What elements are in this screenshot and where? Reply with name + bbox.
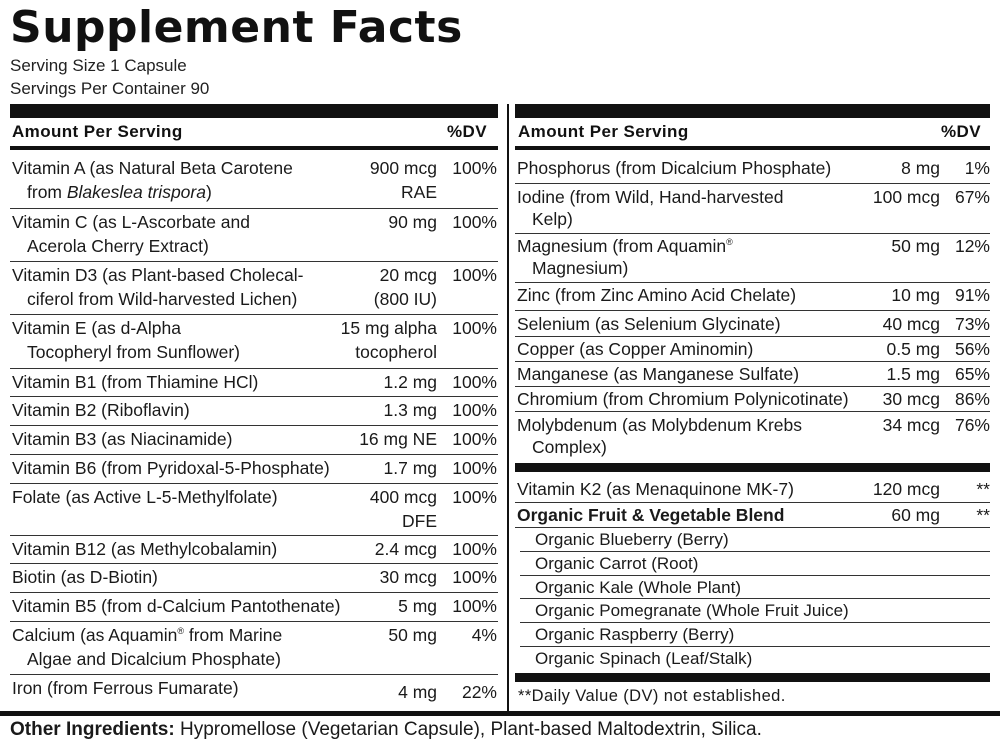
nutrient-name: Vitamin B3 (as Niacinamide) — [12, 429, 233, 449]
nutrient-dv: 56% — [954, 339, 990, 359]
nutrient-name: Vitamin B12 (as Methylcobalamin) — [12, 539, 278, 559]
row-rule — [515, 411, 990, 412]
nutrient-name: Manganese (as Manganese Sulfate) — [517, 364, 800, 384]
nutrient-amount: 1.7 mg — [383, 458, 437, 478]
header-rule-right — [515, 146, 990, 150]
nutrient-dv: 100% — [452, 265, 497, 285]
nutrient-name: Vitamin C (as L-Ascorbate and — [12, 212, 250, 232]
nutrient-amount: 1.2 mg — [383, 372, 437, 392]
row-rule — [515, 361, 990, 362]
nutrient-amount: 4 mg — [398, 682, 437, 702]
header-bar-left — [10, 104, 498, 118]
nutrient-dv: 100% — [452, 458, 497, 478]
nutrient-amount: 30 mcg — [379, 567, 437, 587]
other-ingredients-text: Hypromellose (Vegetarian Capsule), Plant-based Maltodextrin, Silica. — [174, 719, 762, 740]
row-rule — [10, 368, 498, 369]
nutrient-name: Magnesium) — [532, 258, 629, 278]
dv-header-left: %DV — [447, 122, 487, 141]
nutrient-dv: 100% — [452, 158, 497, 178]
nutrient-amount-unit: tocopherol — [355, 342, 437, 362]
nutrient-amount: 0.5 mg — [886, 339, 940, 359]
nutrient-dv: 86% — [954, 389, 990, 409]
nutrient-amount: 90 mg — [388, 212, 437, 232]
nutrient-amount: 1.5 mg — [886, 364, 940, 384]
nutrient-name: Vitamin A (as Natural Beta Carotene — [12, 158, 293, 178]
nutrient-amount: 8 mg — [901, 158, 940, 178]
amount-header-left: Amount Per Serving — [12, 122, 183, 141]
nutrient-name: Kelp) — [532, 209, 573, 229]
nutrient-name: Iodine (from Wild, Hand-harvested — [517, 187, 784, 207]
bottom-bar — [0, 711, 1000, 716]
nutrient-amount: 100 mcg — [872, 187, 940, 207]
row-rule — [515, 386, 990, 387]
row-rule — [10, 483, 498, 484]
nutrient-dv: 73% — [954, 314, 990, 334]
dv-header-right: %DV — [941, 122, 981, 141]
row-rule — [10, 314, 498, 315]
blend-name: Organic Fruit & Vegetable Blend — [517, 505, 785, 525]
nutrient-amount: 10 mg — [891, 285, 940, 305]
blend-item: Organic Carrot (Root) — [535, 554, 699, 573]
nutrient-name: Tocopheryl from Sunflower) — [27, 342, 240, 362]
nutrient-name: Vitamin E (as d-Alpha — [12, 318, 181, 338]
row-rule — [10, 621, 498, 622]
nutrient-amount-unit: DFE — [402, 511, 437, 531]
nutrient-name-part: from — [27, 182, 67, 202]
row-rule — [515, 310, 990, 311]
nutrient-name-part: Magnesium (from Aquamin — [517, 236, 727, 256]
blend-item: Organic Kale (Whole Plant) — [535, 578, 741, 597]
nutrient-name: Vitamin B2 (Riboflavin) — [12, 400, 190, 420]
nutrient-dv: 100% — [452, 429, 497, 449]
nutrient-amount: 40 mcg — [882, 314, 940, 334]
blend-item: Organic Blueberry (Berry) — [535, 530, 729, 549]
nutrient-name: Vitamin K2 (as Menaquinone MK-7) — [517, 479, 794, 499]
servings-per-container: Servings Per Container 90 — [10, 79, 210, 98]
nutrient-amount: 5 mg — [398, 596, 437, 616]
row-rule — [10, 261, 498, 262]
nutrient-dv: 67% — [954, 187, 990, 207]
nutrient-dv: 100% — [452, 400, 497, 420]
nutrient-name: Acerola Cherry Extract) — [27, 236, 209, 256]
nutrient-name: Zinc (from Zinc Amino Acid Chelate) — [517, 285, 797, 305]
row-rule — [10, 425, 498, 426]
nutrient-dv: 22% — [461, 682, 497, 702]
nutrient-name-part: from Marine — [184, 625, 283, 645]
row-rule — [515, 282, 990, 283]
nutrient-dv: ** — [976, 479, 990, 499]
nutrient-dv: 100% — [452, 596, 497, 616]
row-rule — [515, 336, 990, 337]
nutrient-amount: 1.3 mg — [383, 400, 437, 420]
nutrient-name: Iron (from Ferrous Fumarate) — [12, 678, 239, 698]
nutrient-amount: 50 mg — [388, 625, 437, 645]
nutrient-name: Vitamin B1 (from Thiamine HCl) — [12, 372, 259, 392]
nutrient-dv: 4% — [471, 625, 497, 645]
nutrient-name: Copper (as Copper Aminomin) — [517, 339, 754, 359]
row-rule — [10, 208, 498, 209]
blend-item: Organic Raspberry (Berry) — [535, 625, 735, 644]
nutrient-amount: 120 mcg — [872, 479, 940, 499]
section-bar — [515, 463, 990, 472]
nutrient-dv: 100% — [452, 372, 497, 392]
nutrient-amount: 34 mcg — [882, 415, 940, 435]
nutrient-amount: 16 mg NE — [359, 429, 437, 449]
footnote-bar — [515, 673, 990, 682]
nutrient-dv: 76% — [954, 415, 990, 435]
dv-footnote: **Daily Value (DV) not established. — [518, 687, 786, 705]
nutrient-amount-unit: RAE — [401, 182, 437, 202]
row-rule — [515, 233, 990, 234]
page-title: Supplement Facts — [10, 2, 463, 53]
registered-mark: ® — [177, 626, 184, 637]
nutrient-name: Vitamin D3 (as Plant-based Cholecal- — [12, 265, 304, 285]
other-ingredients — [10, 719, 762, 741]
nutrient-name: ciferol from Wild-harvested Lichen) — [27, 289, 298, 309]
nutrient-name — [517, 235, 733, 258]
row-rule — [515, 183, 990, 184]
nutrient-amount: 900 mcg — [369, 158, 437, 178]
nutrient-name: Folate (as Active L-5-Methylfolate) — [12, 487, 278, 507]
nutrient-amount: 2.4 mcg — [374, 539, 437, 559]
row-rule — [515, 502, 990, 503]
amount-header-right: Amount Per Serving — [518, 122, 689, 141]
nutrient-dv: 100% — [452, 318, 497, 338]
row-rule — [10, 396, 498, 397]
nutrient-dv: 100% — [452, 487, 497, 507]
serving-size: Serving Size 1 Capsule — [10, 56, 187, 75]
column-divider — [507, 104, 509, 715]
nutrient-amount: 30 mcg — [882, 389, 940, 409]
nutrient-dv: 100% — [452, 539, 497, 559]
nutrient-source-italic: Blakeslea trispora — [66, 182, 206, 202]
nutrient-amount: 400 mcg — [369, 487, 437, 507]
nutrient-dv: 12% — [954, 236, 990, 256]
row-rule — [10, 674, 498, 675]
nutrient-dv: 1% — [964, 158, 990, 178]
nutrient-dv: 100% — [452, 212, 497, 232]
nutrient-name: Chromium (from Chromium Polynicotinate) — [517, 389, 849, 409]
row-rule — [10, 454, 498, 455]
nutrient-name: Algae and Dicalcium Phosphate) — [27, 649, 281, 669]
nutrient-name: Selenium (as Selenium Glycinate) — [517, 314, 781, 334]
nutrient-amount-unit: (800 IU) — [373, 289, 437, 309]
row-rule — [10, 592, 498, 593]
nutrient-name — [12, 624, 282, 647]
nutrient-name: Complex) — [532, 437, 607, 457]
nutrient-dv: 100% — [452, 567, 497, 587]
header-bar-right — [515, 104, 990, 118]
nutrient-dv: 65% — [954, 364, 990, 384]
row-rule — [10, 535, 498, 536]
blend-dv: ** — [976, 505, 990, 525]
nutrient-name: Vitamin B5 (from d-Calcium Pantothenate) — [12, 596, 341, 616]
nutrient-dv: 91% — [954, 285, 990, 305]
nutrient-name: Molybdenum (as Molybdenum Krebs — [517, 415, 802, 435]
nutrient-name: Biotin (as D-Biotin) — [12, 567, 158, 587]
registered-mark: ® — [726, 237, 733, 248]
other-ingredients-label: Other Ingredients: — [10, 719, 175, 740]
row-rule — [10, 563, 498, 564]
nutrient-name-part: Calcium (as Aquamin — [12, 625, 178, 645]
nutrient-name: Vitamin B6 (from Pyridoxal-5-Phosphate) — [12, 458, 330, 478]
nutrient-amount: 50 mg — [891, 236, 940, 256]
nutrient-name: Phosphorus (from Dicalcium Phosphate) — [517, 158, 832, 178]
nutrient-name-part: ) — [205, 182, 212, 202]
blend-item: Organic Pomegranate (Whole Fruit Juice) — [535, 601, 849, 620]
blend-item: Organic Spinach (Leaf/Stalk) — [535, 649, 753, 668]
nutrient-name — [27, 181, 212, 204]
blend-amount: 60 mg — [891, 505, 940, 525]
nutrient-amount: 15 mg alpha — [340, 318, 437, 338]
header-rule-left — [10, 146, 498, 150]
nutrient-amount: 20 mcg — [379, 265, 437, 285]
